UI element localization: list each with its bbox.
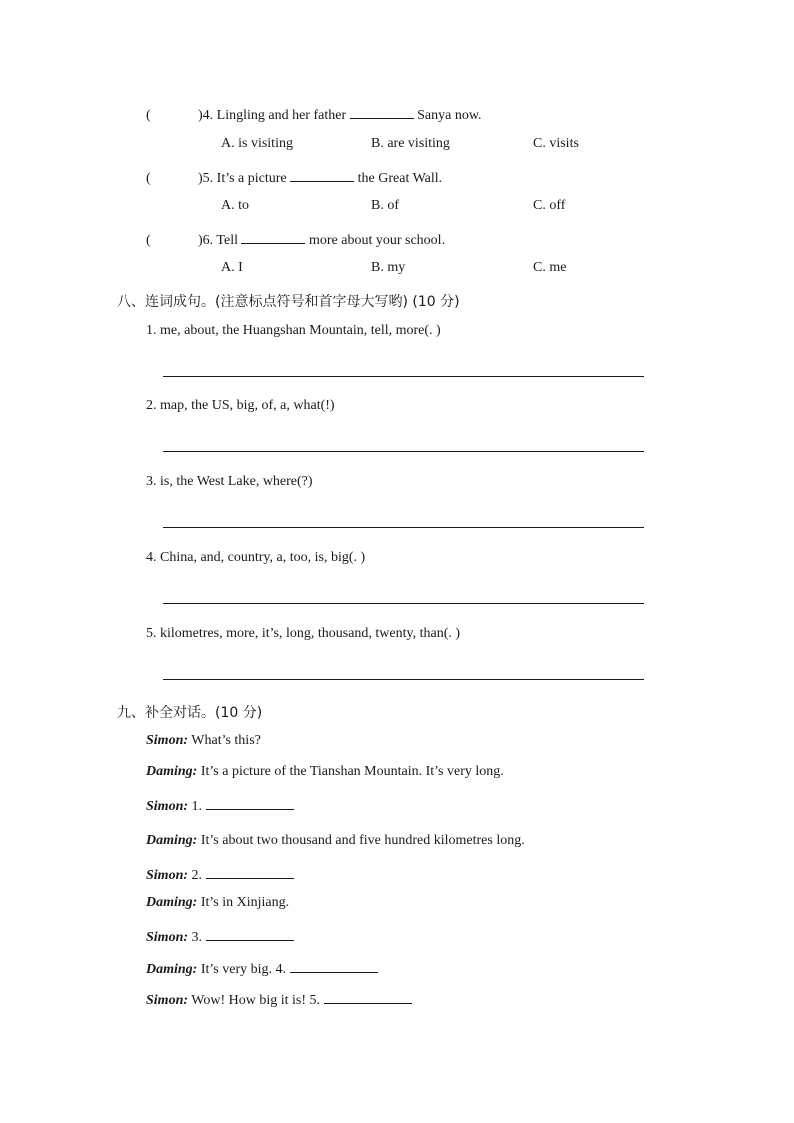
option-a: A. is visiting [221,136,293,151]
dialogue-text: It’s a picture of the Tianshan Mountain. It’s very long. [197,764,504,779]
reorder-item-3: 3. is, the West Lake, where(?) [146,474,313,489]
answer-blank-4[interactable] [290,958,378,973]
answer-paren[interactable]: ( [146,108,151,123]
answer-paren[interactable]: ( [146,233,151,248]
answer-blank-5[interactable] [324,989,412,1004]
option-c: C. off [533,198,566,213]
reorder-item-2: 2. map, the US, big, of, a, what(!) [146,398,335,413]
dialogue-line [146,926,294,946]
question-stem: )6. Tell [198,233,238,248]
answer-blank[interactable] [290,167,354,182]
dialogue-text: 1. [188,799,206,814]
answer-line-5[interactable] [163,679,644,680]
speaker: Simon: [146,799,189,814]
question-stem-end: more about your school. [308,233,446,248]
reorder-item-4: 4. China, and, country, a, too, is, big(. ) [146,550,366,565]
option-b: B. my [371,260,406,275]
reorder-item-5: 5. kilometres, more, it’s, long, thousand, twenty, than(. ) [146,626,461,641]
dialogue-line [146,733,261,749]
mc-question-5 [146,167,442,187]
dialogue-line [146,795,294,815]
question-stem-end: Sanya now. [417,108,482,123]
dialogue-text: It’s very big. 4. [197,962,290,977]
dialogue-line [146,833,525,849]
dialogue-line [146,864,294,884]
option-b: B. of [371,198,399,213]
answer-blank[interactable] [241,229,305,244]
question-stem: )4. Lingling and her father [198,108,347,123]
reorder-item-1: 1. me, about, the Huangshan Mountain, tell, more(. ) [146,323,441,338]
answer-blank-1[interactable] [206,795,294,810]
option-c: C. visits [533,136,579,151]
answer-line-4[interactable] [163,603,644,604]
answer-line-2[interactable] [163,451,644,452]
option-a: A. I [221,260,243,275]
dialogue-text: Wow! How big it is! 5. [188,993,324,1008]
dialogue-line [146,895,289,911]
answer-blank[interactable] [350,104,414,119]
section-8-title: 八、连词成句。(注意标点符号和首字母大写哟) (10 分) [117,294,460,310]
dialogue-text: What’s this? [188,733,261,748]
dialogue-text: 3. [188,930,206,945]
speaker: Simon: [146,993,189,1008]
answer-line-1[interactable] [163,376,644,377]
answer-blank-3[interactable] [206,926,294,941]
dialogue-line [146,989,412,1009]
dialogue-text: 2. [188,868,206,883]
question-stem-end: the Great Wall. [357,171,443,186]
speaker: Daming: [146,895,198,910]
speaker: Daming: [146,962,198,977]
answer-line-3[interactable] [163,527,644,528]
mc-question-4 [146,104,482,124]
answer-paren[interactable]: ( [146,171,151,186]
speaker: Simon: [146,930,189,945]
question-stem: )5. It’s a picture [198,171,287,186]
section-9-title: 九、补全对话。(10 分) [117,705,263,721]
option-c: C. me [533,260,567,275]
speaker: Daming: [146,764,198,779]
option-a: A. to [221,198,249,213]
answer-blank-2[interactable] [206,864,294,879]
dialogue-text: It’s in Xinjiang. [197,895,290,910]
dialogue-line [146,958,378,978]
option-b: B. are visiting [371,136,450,151]
speaker: Simon: [146,868,189,883]
dialogue-text: It’s about two thousand and five hundred kilometres long. [197,833,525,848]
speaker: Daming: [146,833,198,848]
speaker: Simon: [146,733,189,748]
mc-question-6 [146,229,445,249]
dialogue-line [146,764,504,780]
